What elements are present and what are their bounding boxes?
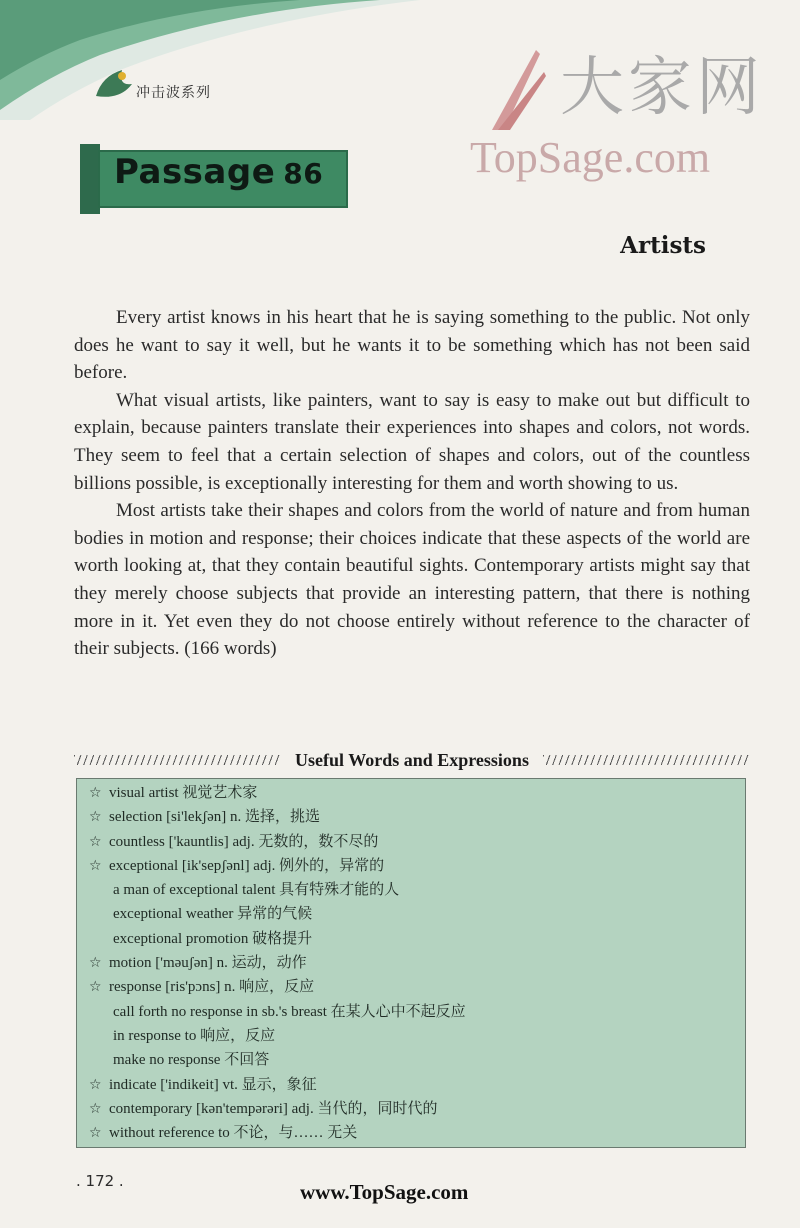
vocab-example: make no response 不回答 (113, 1052, 270, 1069)
passage-body (74, 304, 750, 663)
paragraph-3: Most artists take their shapes and colors from the world of nature and from human bodies in motion and response; their choices indicate that these aspects of the world are worth looking at, that they contain beautiful sights. Contemporary artists might say that they merely choose subjects that provide an interesting pattern, that there is nothing more in it. Yet even they do not choose entirely without reference to the character of their subjects. (166 words) (74, 500, 750, 660)
star-icon: ☆ (89, 1100, 102, 1117)
vocab-header (74, 746, 750, 774)
article-title: Artists (620, 232, 706, 259)
vocab-item: ☆ response [ris'pɔns] n. 响应，反应 (89, 975, 735, 999)
vocab-example: exceptional weather 异常的气候 (113, 906, 313, 923)
passage-accent-bar (80, 144, 100, 214)
vocab-box (76, 778, 746, 1148)
watermark-cn: 大家网 (560, 51, 764, 125)
hatch-right (543, 755, 750, 765)
vocab-item: ☆ motion ['məuʃən] n. 运动，动作 (89, 951, 735, 975)
page-number: . 172 . (76, 1172, 124, 1190)
watermark-logo-icon (484, 42, 554, 134)
paragraph-1: Every artist knows in his heart that he is saying something to the public. Not only does he want to say it well, but he wants it to be something which has not been said before. (74, 307, 750, 384)
star-icon: ☆ (89, 1076, 102, 1093)
passage-label: Passage (114, 152, 276, 192)
vocab-example: a man of exceptional talent 具有特殊才能的人 (113, 882, 400, 899)
vocab-item: ☆ contemporary [kən'tempərəri] adj. 当代的，同时代的 (89, 1097, 735, 1121)
vocab-item: ☆ indicate ['indikeit] vt. 显示，象征 (89, 1073, 735, 1097)
star-icon: ☆ (89, 979, 102, 996)
leaf-icon (92, 66, 136, 104)
vocab-example: in response to 响应，反应 (113, 1027, 276, 1044)
star-icon: ☆ (89, 1125, 102, 1142)
vocab-example: call forth no response in sb.'s breast 在某人心中不起反应 (113, 1003, 466, 1020)
footer-site-link[interactable]: www.TopSage.com (300, 1180, 469, 1204)
vocab-item: ☆ visual artist 视觉艺术家 (89, 781, 735, 805)
star-icon: ☆ (89, 833, 102, 850)
passage-title (114, 152, 323, 192)
hatch-left (74, 755, 281, 765)
star-icon: ☆ (89, 809, 102, 826)
star-icon: ☆ (89, 955, 102, 972)
series-title: 冲击波系列 (136, 85, 211, 101)
vocab-item: ☆ countless ['kauntlis] adj. 无数的，数不尽的 (89, 830, 735, 854)
star-icon: ☆ (89, 857, 102, 874)
vocab-example: exceptional promotion 破格提升 (113, 930, 313, 947)
vocab-item: ☆ exceptional [ik'sepʃənl] adj. 例外的，异常的 (89, 854, 735, 878)
paragraph-2: What visual artists, like painters, want to say is easy to make out but difficult to explain, because painters translate their experiences into shapes and colors, not words. They seem to feel that a certain selection of shapes and colors, out of the countless billions possible, is exceptionally interesting for them and worth showing to us. (74, 389, 750, 494)
vocab-title: Useful Words and Expressions (295, 749, 529, 770)
passage-number: 86 (283, 157, 324, 190)
vocab-item: ☆ without reference to 不论，与…… 无关 (89, 1121, 735, 1145)
star-icon: ☆ (89, 785, 102, 801)
vocab-item: ☆ selection [si'lekʃən] n. 选择，挑选 (89, 805, 735, 829)
watermark-en: TopSage.com (470, 133, 711, 182)
